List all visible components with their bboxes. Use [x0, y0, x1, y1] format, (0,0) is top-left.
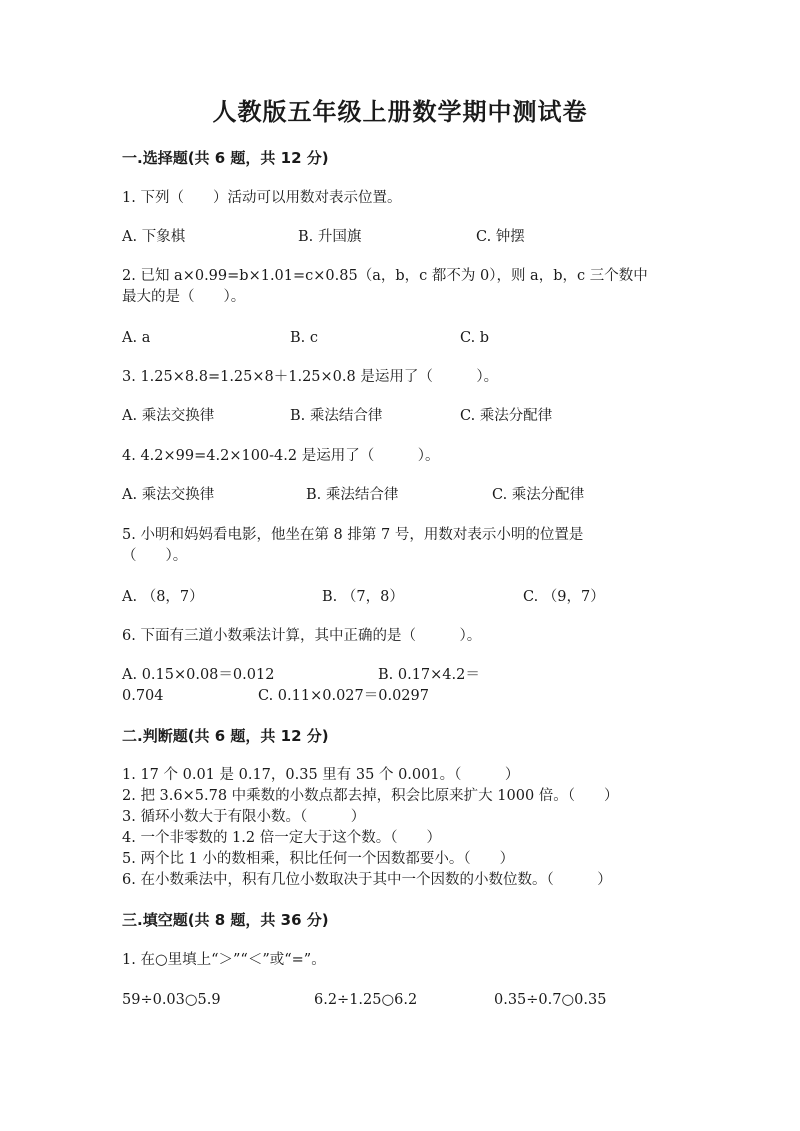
option-c: C. （9，7）	[523, 589, 605, 605]
judgement-item: 3. 循环小数大于有限小数。（ ）	[122, 809, 366, 825]
judgement-item: 5. 两个比 1 小的数相乘，积比任何一个因数都要小。（ ）	[122, 851, 515, 867]
judgement-item: 2. 把 3.6×5.78 中乘数的小数点都去掉，积会比原来扩大 1000 倍。（ ）	[122, 788, 619, 804]
judgement-item: 4. 一个非零数的 1.2 倍一定大于这个数。（ ）	[122, 830, 441, 846]
section-heading-judgement: 二.判断题(共 6 题，共 12 分)	[122, 727, 329, 745]
option-b: B. c	[290, 330, 318, 346]
question-text: 6. 下面有三道小数乘法计算，其中正确的是（ ）。	[122, 628, 482, 644]
option-b-continued: 0.704	[122, 688, 164, 704]
option-a: A. 下象棋	[122, 229, 186, 245]
option-b: B. 0.17×4.2＝	[378, 667, 480, 683]
question-text: 1. 在○里填上“＞”“＜”或“=”。	[122, 952, 326, 968]
option-c: C. 乘法分配律	[460, 408, 553, 424]
comparison-item: 59÷0.03○5.9	[122, 992, 221, 1008]
option-c: C. 钟摆	[476, 229, 525, 245]
question-text: 1. 下列（ ）活动可以用数对表示位置。	[122, 190, 402, 206]
question-text: 4. 4.2×99=4.2×100-4.2 是运用了（ ）。	[122, 448, 440, 464]
question-text: 3. 1.25×8.8=1.25×8＋1.25×0.8 是运用了（ ）。	[122, 369, 499, 385]
option-b: B. 乘法结合律	[290, 408, 383, 424]
question-text: 5. 小明和妈妈看电影，他坐在第 8 排第 7 号，用数对表示小明的位置是	[122, 527, 584, 543]
option-b: B. 升国旗	[298, 229, 362, 245]
question-text: 2. 已知 a×0.99=b×1.01=c×0.85（a，b，c 都不为 0），则 a，b，c 三个数中	[122, 268, 648, 284]
option-a: A. 乘法交换律	[122, 487, 215, 503]
comparison-item: 6.2÷1.25○6.2	[314, 992, 418, 1008]
option-b: B. 乘法结合律	[306, 487, 399, 503]
option-a: A. 0.15×0.08＝0.012	[122, 667, 275, 683]
judgement-item: 1. 17 个 0.01 是 0.17，0.35 里有 35 个 0.001。（ ）	[122, 767, 520, 783]
option-c: C. b	[460, 330, 490, 346]
section-heading-choice: 一.选择题(共 6 题，共 12 分)	[122, 149, 329, 167]
page-title: 人教版五年级上册数学期中测试卷	[212, 98, 588, 126]
question-text-continued: 最大的是（ ）。	[122, 289, 246, 305]
question-text-continued: （ ）。	[122, 548, 188, 564]
option-a: A. a	[122, 330, 151, 346]
option-a: A. 乘法交换律	[122, 408, 215, 424]
option-b: B. （7，8）	[322, 589, 404, 605]
section-heading-fill: 三.填空题(共 8 题，共 36 分)	[122, 911, 329, 929]
judgement-item: 6. 在小数乘法中，积有几位小数取决于其中一个因数的小数位数。（ ）	[122, 872, 612, 888]
option-c: C. 乘法分配律	[492, 487, 585, 503]
comparison-item: 0.35÷0.7○0.35	[494, 992, 607, 1008]
option-c: C. 0.11×0.027＝0.0297	[258, 688, 429, 704]
option-a: A. （8，7）	[122, 589, 204, 605]
